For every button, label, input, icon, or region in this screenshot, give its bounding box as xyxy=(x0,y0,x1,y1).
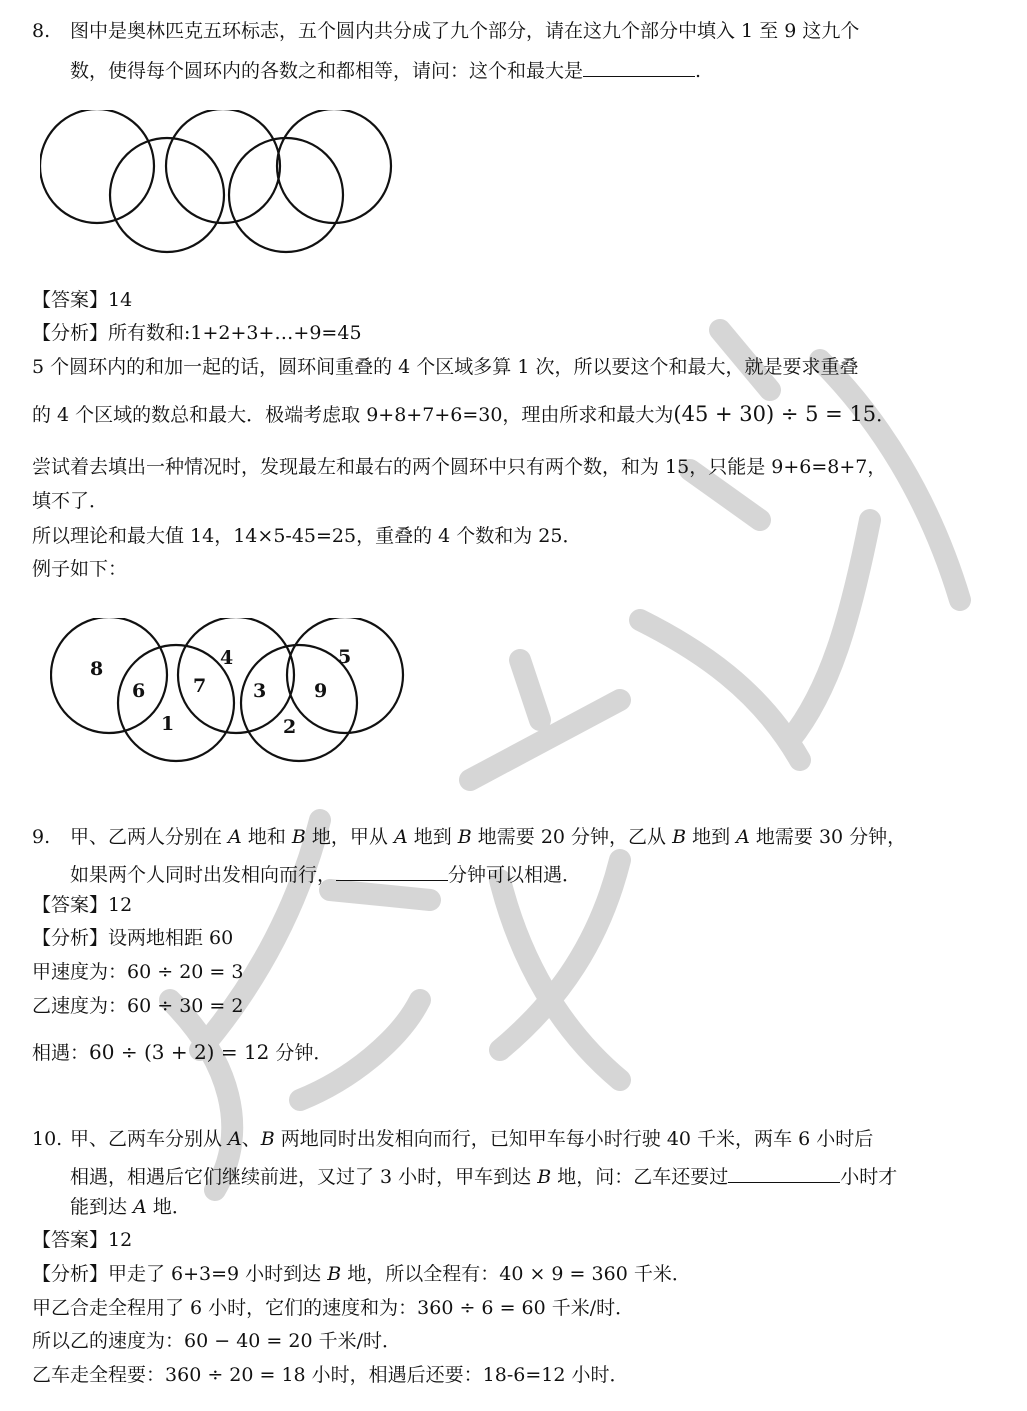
q8-line2-text: 数，使得每个圆环内的各数之和都相等，请问：这个和最大是 xyxy=(70,60,584,82)
ring-5 xyxy=(277,110,391,223)
q10-text-line2: 相遇，相遇后它们继续前进，又过了 3 小时，甲车到达 B 地，问：乙车还要过 小时才 xyxy=(70,1166,898,1188)
q8-analysis: 【分析】所有数和:1+2+3+…+9=45 xyxy=(32,322,362,344)
q9-step-2: 乙速度为：60 ÷ 30 = 2 xyxy=(32,995,244,1017)
q9-number: 9. xyxy=(32,826,51,848)
example-ring-1 xyxy=(51,618,167,733)
example-ring-5 xyxy=(287,618,403,733)
q8-answer: 【答案】14 xyxy=(32,289,133,311)
q9-text-line1: 甲、乙两人分别在 A 地和 B 地，甲从 A 地到 B 地需要 20 分钟，乙从 B 地到 A 地需要 30 分钟， xyxy=(70,826,907,848)
q9-step-1: 甲速度为：60 ÷ 20 = 3 xyxy=(32,961,244,983)
q10-text-line3: 能到达 A 地． xyxy=(70,1196,191,1218)
q8-paragraph-3: 尝试着去填出一种情况时，发现最左和最右的两个圆环中只有两个数，和为 15，只能是 9+6=8+7， xyxy=(32,456,887,478)
q10-answer: 【答案】12 xyxy=(32,1229,133,1251)
q10-analysis-3: 所以乙的速度为：60 − 40 = 20 千米/时． xyxy=(32,1330,401,1352)
q10-answer-blank xyxy=(728,1164,840,1183)
q10-analysis-2: 甲乙合走全程用了 6 小时，它们的速度和为：360 ÷ 6 = 60 千米/时． xyxy=(32,1297,635,1319)
example-number-3: 3 xyxy=(253,680,267,702)
q9-text-line2: 如果两个人同时出发相向而行， 分钟可以相遇． xyxy=(70,864,582,886)
q9-analysis: 【分析】设两地相距 60 xyxy=(32,927,234,949)
q8-p2-math: (45 + 30) ÷ 5 = 15 xyxy=(673,402,877,426)
q8-text-line1: 图中是奥林匹克五环标志，五个圆内共分成了九个部分，请在这九个部分中填入 1 至 9 这九个 xyxy=(70,20,860,42)
example-number-4: 4 xyxy=(220,647,234,669)
example-number-5: 5 xyxy=(338,646,352,668)
olympic-rings-figure xyxy=(40,110,400,260)
q9-step-3: 相遇：60 ÷ (3 + 2) = 12 分钟． xyxy=(32,1040,333,1064)
q8-paragraph-6: 例子如下： xyxy=(32,558,128,580)
q8-paragraph-5: 所以理论和最大值 14，14×5-45=25，重叠的 4 个数和为 25． xyxy=(32,525,582,547)
q8-number: 8. xyxy=(32,20,51,42)
q8-answer-blank xyxy=(583,58,695,77)
q9-answer-blank xyxy=(336,862,448,881)
q10-analysis-4: 乙车走全程要：360 ÷ 20 = 18 小时，相遇后还要：18-6=12 小时． xyxy=(32,1364,629,1386)
q9-answer: 【答案】12 xyxy=(32,894,133,916)
q8-line2-end: . xyxy=(695,60,702,82)
example-ring-2 xyxy=(118,645,234,761)
q8-text-line2 xyxy=(70,58,701,81)
example-number-9: 9 xyxy=(314,680,328,702)
q10-text-line1: 甲、乙两车分别从 A、B 两地同时出发相向而行，已知甲车每小时行驶 40 千米，两车 6 小时后 xyxy=(70,1128,874,1150)
example-number-8: 8 xyxy=(90,658,104,680)
q8-paragraph-4: 填不了． xyxy=(32,490,109,512)
olympic-rings-example xyxy=(50,618,410,768)
example-number-7: 7 xyxy=(193,675,207,697)
q8-paragraph-2: 的 4 个区域的数总和最大．极端考虑取 9+8+7+6=30，理由所求和最大为(45 + 30) ÷ 5 = 15． xyxy=(32,402,896,426)
example-number-6: 6 xyxy=(132,680,146,702)
q10-analysis-1: 【分析】甲走了 6+3=9 小时到达 B 地，所以全程有：40 × 9 = 360 千米． xyxy=(32,1263,691,1285)
ring-1 xyxy=(40,110,154,223)
example-number-1: 1 xyxy=(161,713,175,735)
example-number-2: 2 xyxy=(283,716,297,738)
q10-number: 10. xyxy=(32,1128,63,1150)
q8-paragraph-1: 5 个圆环内的和加一起的话，圆环间重叠的 4 个区域多算 1 次，所以要这个和最大，就是要求重叠 xyxy=(32,356,859,378)
